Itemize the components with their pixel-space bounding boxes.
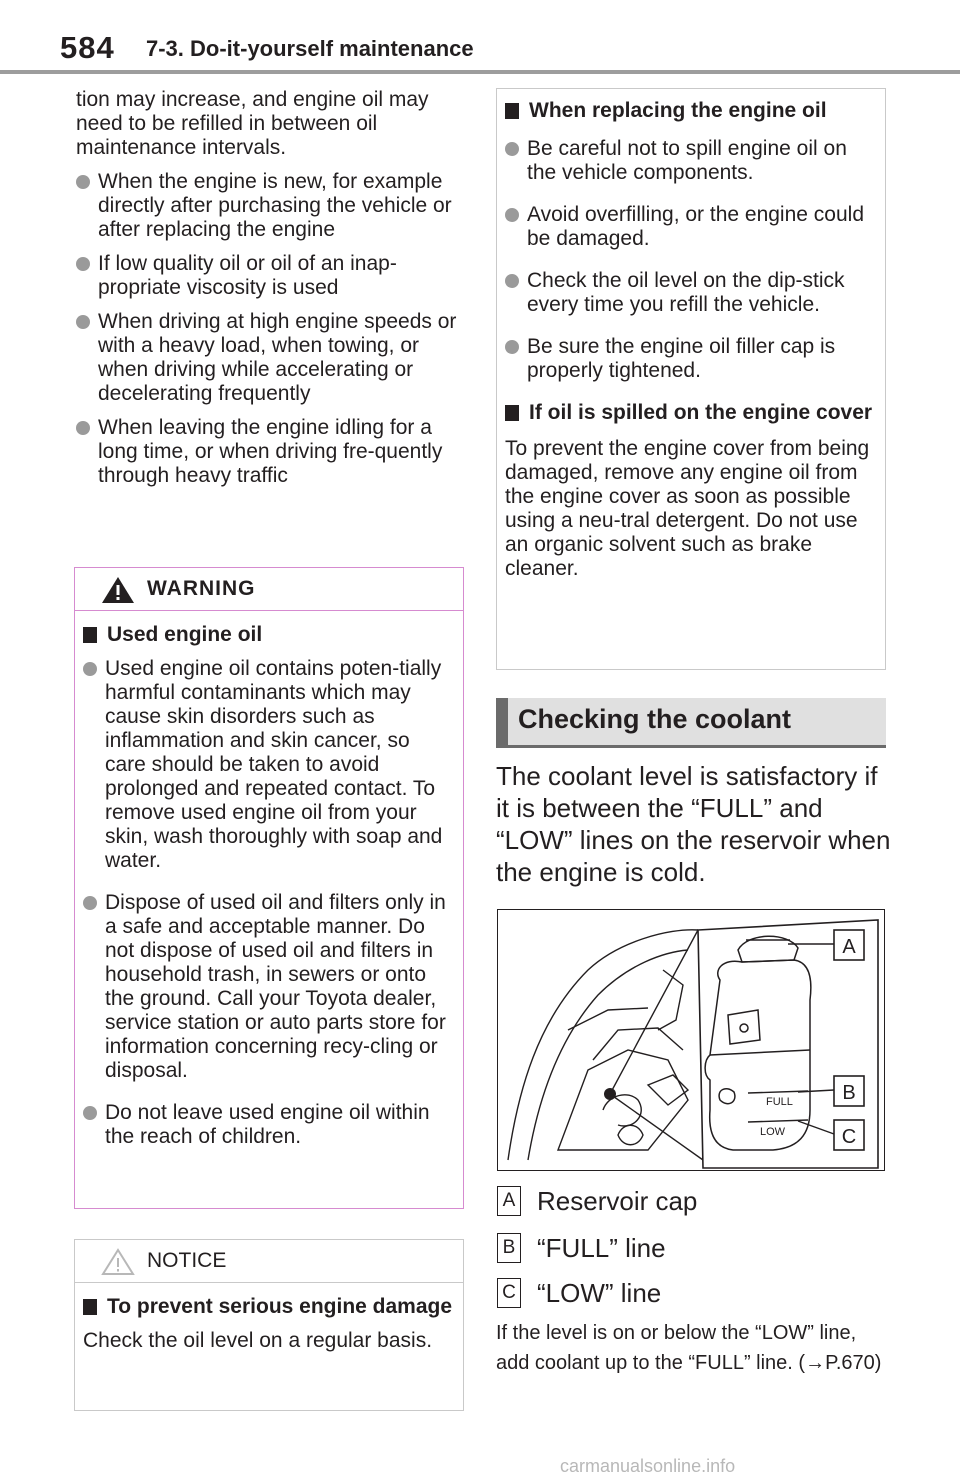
section-title: 7-3. Do-it-yourself maintenance (146, 36, 474, 61)
square-bullet-icon (83, 1299, 97, 1315)
bullet-icon (83, 662, 97, 676)
square-bullet-icon (505, 405, 519, 421)
list-item: Be sure the engine oil filler cap is properly tightened. (505, 335, 877, 383)
engine-bay-illustration (498, 910, 884, 1170)
header-rule (0, 70, 960, 74)
bullet-icon (83, 1106, 97, 1120)
tips-body: To prevent the engine cover from being damaged, remove any engine oil from the engine cover as soon as possible using a neu-tral detergent. Do not use an organic solvent such as brake cleaner. (505, 437, 870, 580)
list-item: Dispose of used oil and filters only in a safe and acceptable manner. Do not dispose of used oil and filters in household trash, in sewers or onto the ground. Call your Toyota dealer, service station or auto parts store for information concerning recy-cling or disposal. (83, 891, 455, 1083)
legend-letter-c: C (497, 1278, 521, 1308)
left-column (76, 88, 466, 488)
coolant-reservoir-figure (497, 909, 885, 1171)
callout-c-label: C (841, 1126, 857, 1148)
heading-rule (496, 745, 886, 748)
legend-text-b: “FULL” line (537, 1233, 666, 1263)
heading-accent-bar (496, 698, 508, 748)
coolant-heading (496, 698, 886, 748)
bullet-icon (505, 208, 519, 222)
notice-body: Check the oil level on a regular basis. (83, 1329, 433, 1352)
list-item: Do not leave used engine oil within the reach of children. (83, 1101, 455, 1149)
legend-text-a: Reservoir cap (537, 1186, 698, 1216)
coolant-lead: The coolant level is satisfactory if it is between the “FULL” and “LOW” lines on the reservoir when the engine is cold. (496, 761, 891, 887)
list-item: When leaving the engine idling for a long time, or when driving fre-quently through heavy traffic (76, 416, 466, 488)
bullet-icon (76, 175, 90, 189)
legend-text-c: “LOW” line (537, 1278, 662, 1308)
list-item: If low quality oil or oil of an inap-propriate viscosity is used (76, 252, 466, 300)
bullet-icon (505, 274, 519, 288)
page-number: 584 (60, 30, 115, 65)
tips-subhead-spilled: If oil is spilled on the engine cover (505, 401, 877, 425)
bullet-icon (76, 315, 90, 329)
warning-subhead: Used engine oil (83, 623, 455, 647)
square-bullet-icon (505, 103, 519, 119)
coolant-footnote: If the level is on or below the “LOW” line, add coolant up to the “FULL” line. (→P.670) (496, 1322, 882, 1374)
list-item: Be careful not to spill engine oil on the vehicle components. (505, 137, 877, 185)
notice-box (74, 1239, 464, 1411)
bullet-icon (76, 257, 90, 271)
notice-triangle-icon (101, 1248, 135, 1281)
callout-a-label: A (842, 936, 856, 958)
list-item: Used engine oil contains poten-tially harmful contaminants which may cause skin disorders such as inflammation and skin cancer, so care should be taken to avoid prolonged and repeated contact. To remove used engine oil from your skin, wash thoroughly with soap and water. (83, 657, 455, 873)
warning-header (75, 568, 463, 611)
callout-b-label: B (842, 1082, 856, 1104)
tips-box (496, 88, 886, 670)
warning-title: WARNING (147, 577, 256, 600)
notice-subhead: To prevent serious engine damage (83, 1295, 455, 1319)
warning-triangle-icon (101, 576, 135, 609)
intro-paragraph: tion may increase, and engine oil may need to be refilled in between oil maintenance intervals. (76, 88, 429, 159)
notice-header (75, 1240, 463, 1283)
coolant-heading-text: Checking the coolant (518, 704, 792, 734)
watermark: carmanualsonline.info (560, 1456, 736, 1476)
legend-letter-b: B (497, 1233, 521, 1263)
legend-letter-a: A (497, 1186, 521, 1216)
warning-box (74, 567, 464, 1209)
notice-title: NOTICE (147, 1249, 227, 1272)
square-bullet-icon (83, 627, 97, 643)
bullet-icon (505, 340, 519, 354)
figure-full-label: FULL (766, 1096, 793, 1108)
bullet-icon (83, 896, 97, 910)
bullet-icon (76, 421, 90, 435)
page-header (0, 0, 960, 76)
list-item: When driving at high engine speeds or with a heavy load, when towing, or when driving while accelerating or decelerating frequently (76, 310, 466, 406)
figure-low-label: LOW (760, 1126, 786, 1138)
list-item: Avoid overfilling, or the engine could be damaged. (505, 203, 877, 251)
list-item: Check the oil level on the dip-stick every time you refill the vehicle. (505, 269, 877, 317)
tips-subhead-replacing: When replacing the engine oil (505, 99, 877, 123)
list-item: When the engine is new, for example directly after purchasing the vehicle or after replacing the engine (76, 170, 466, 242)
bullet-icon (505, 142, 519, 156)
